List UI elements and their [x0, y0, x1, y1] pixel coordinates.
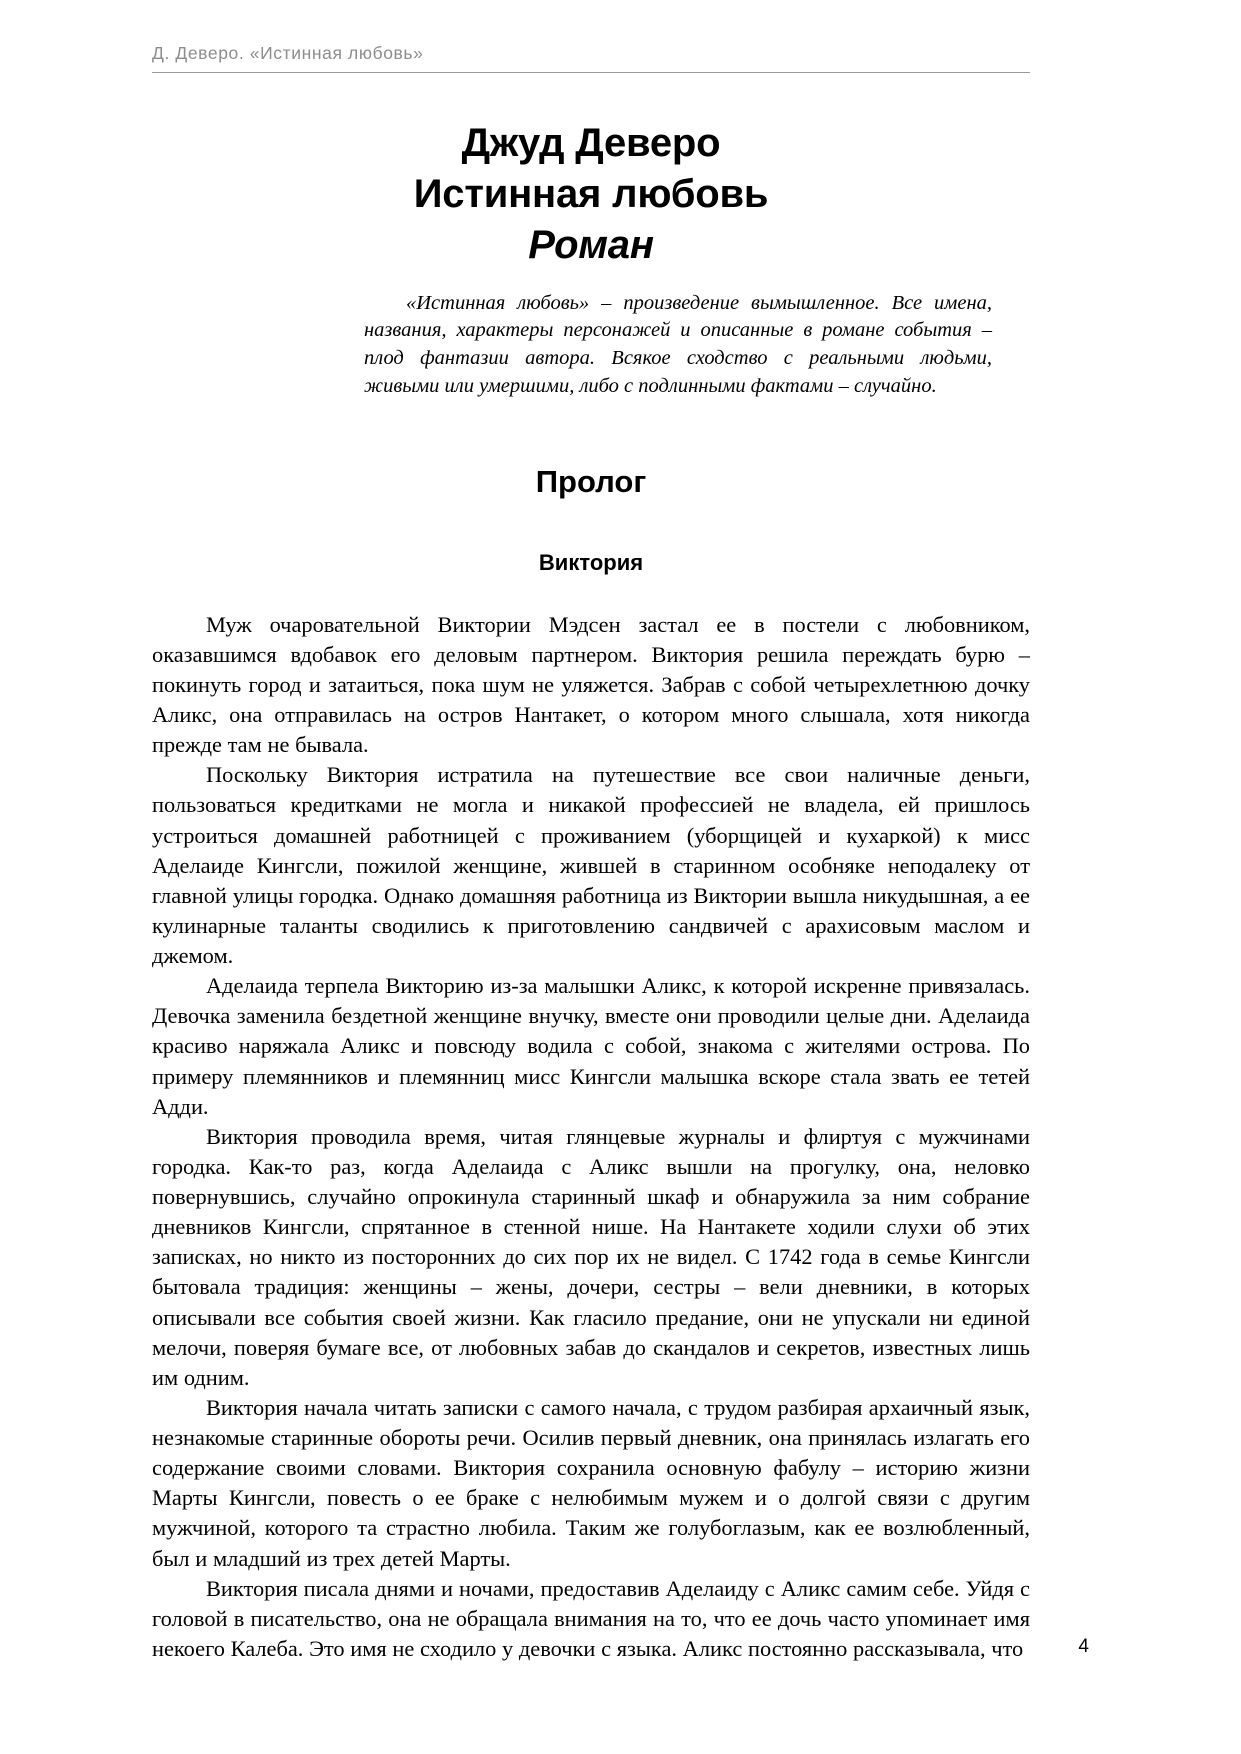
book-kind: Роман — [528, 223, 654, 268]
paragraph: Виктория начала читать записки с самого начала, с трудом разбирая архаичный язык, незнакомые старинные обороты речи. Осилив первый дневник, она принялась излагать его содержание своими словами. Виктория сохранила основную фабулу – историю жизни Марты Кингсли, повесть о ее браке с нелюбимым мужем и о долгой связи с другим мужчиной, которого та страстно любила. Таким же голубоглазым, как ее возлюбленный, был и младший из трех детей Марты. — [152, 1394, 1030, 1571]
page-number: 4 — [1078, 1636, 1089, 1657]
paragraph: Виктория писала днями и ночами, предоставив Аделаиду с Аликс самим себе. Уйдя с головой в писательство, она не обращала внимания на то, что ее дочь часто упоминает имя некоего Калеба. Это имя не сходило у девочки с языка. Аликс постоянно рассказывала, что — [152, 1575, 1030, 1661]
heading-prologue: Пролог — [535, 464, 647, 500]
paragraph: Аделаида терпела Викторию из-за малышки Аликс, к которой искренне привязалась. Девочка заменила бездетной женщине внучку, вместе они проводили целые дни. Аделаида красиво наряжала Аликс и повсюду водила с собой, знакома с жителями острова. По примеру племянников и племянниц мисс Кингсли малышка вскоре стала звать ее тетей Адди. — [152, 973, 1030, 1119]
paragraph: Муж очаровательной Виктории Мэдсен застал ее в постели с любовником, оказавшимся вдобавок его деловым партнером. Виктория решила переждать бурю – покинуть город и затаиться, пока шум не уляжется. Забрав с собой четырехлетнюю дочку Аликс, она отправилась на остров Нантакет, о котором много слышала, хотя никогда прежде там не бывала. — [152, 611, 1030, 758]
body-text — [152, 610, 1030, 1664]
running-header — [152, 44, 1030, 73]
disclaimer-epigraph: «Истинная любовь» – произведение вымышленное. Все имена, названия, характеры персонажей и описанные в романе события – плод фантазии автора. Всякое сходство с реальными людьми, живыми или умершими, либо с подлинными фактами – случайно. — [364, 291, 992, 398]
paragraph: Поскольку Виктория истратила на путешествие все свои наличные деньги, пользоваться кредитками не могла и никакой профессией не владела, ей пришлось устроиться домашней работницей с проживанием (уборщицей и кухаркой) к мисс Аделаиде Кингсли, пожилой женщине, жившей в старинном особняке неподалеку от главной улицы городка. Однако домашняя работница из Виктории вышла никудышная, а ее кулинарные таланты сводились к приготовлению сандвичей с арахисовым маслом и джемом. — [152, 762, 1030, 969]
title-block — [152, 118, 1030, 272]
paragraph: Виктория проводила время, читая глянцевые журналы и флиртуя с мужчинами городка. Как-то раз, когда Аделаида с Аликс вышли на прогулку, она, неловко повернувшись, случайно опрокинула старинный шкаф и обнаружила за ним собрание дневников Кингсли, спрятанное в стенной нише. На Нантакете ходили слухи об этих записках, но никто из посторонних до сих пор их не видел. С 1742 года в семье Кингсли бытовала традиция: женщины – жены, дочери, сестры – вели дневники, в которых описывали все события своей жизни. Как гласило предание, они не упускали ни единой мелочи, поверяя бумаге все, от любовных забав до скандалов и секретов, известных лишь им одним. — [152, 1123, 1030, 1390]
book-title: Истинная любовь — [413, 172, 769, 217]
book-author: Джуд Деверо — [461, 121, 721, 165]
running-header-text: Д. Деверо. «Истинная любовь» — [152, 43, 424, 63]
heading-section-viktoriya: Виктория — [538, 550, 644, 576]
running-header-rule — [152, 72, 1030, 73]
page-content — [152, 118, 1030, 1664]
